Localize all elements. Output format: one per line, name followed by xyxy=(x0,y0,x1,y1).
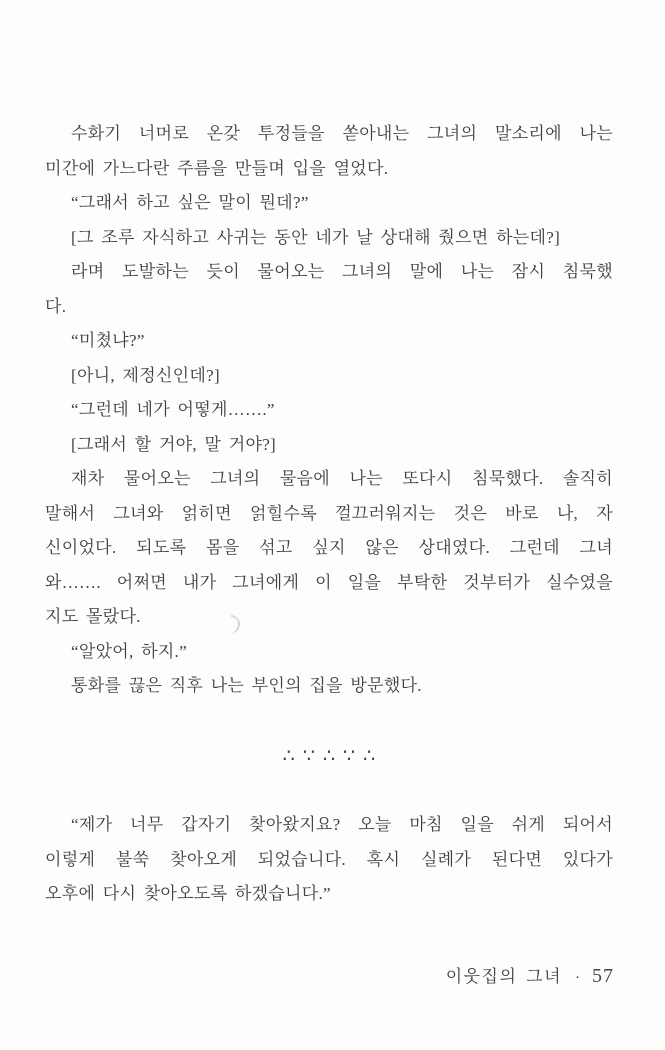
body-text xyxy=(45,117,613,912)
dots-symbol: ∴ xyxy=(322,745,336,767)
text-line: 재차 물어오는 그녀의 물음에 나는 또다시 침묵했다. 솔직히 xyxy=(71,469,613,488)
text-line: [그 조루 자식하고 사귀는 동안 네가 날 상대해 줬으면 하는데?] xyxy=(71,227,561,247)
text-line: “제가 너무 갑자기 찾아왔지요? 오늘 마침 일을 쉬게 되어서 xyxy=(71,815,613,834)
footer-page-number: 57 xyxy=(592,965,614,987)
text-line: 지도 몰랐다. xyxy=(45,607,141,626)
text-line: [그래서 할 거야, 말 거야?] xyxy=(71,434,277,454)
footer-separator: · xyxy=(575,970,580,986)
text-line: 오후에 다시 찾아오도록 하겠습니다.” xyxy=(45,884,331,903)
text-line: 이렇게 불쑥 찾아오게 되었습니다. 혹시 실례가 된다면 있다가 xyxy=(45,849,613,869)
text-line: 수화기 너머로 온갖 투정들을 쏟아내는 그녀의 말소리에 나는 xyxy=(71,124,613,143)
text-line: 미간에 가느다란 주름을 만들며 입을 열었다. xyxy=(45,158,389,178)
text-line: 다. xyxy=(45,296,67,316)
text-line: 통화를 끊은 직후 나는 부인의 집을 방문했다. xyxy=(71,676,422,695)
text-line: “그래서 하고 싶은 말이 뭔데?” xyxy=(71,193,309,212)
dots-symbol: ∵ xyxy=(343,745,356,767)
text-line: “알았어, 하지.” xyxy=(71,641,187,661)
text-line: “그런데 네가 어떻게…….” xyxy=(71,400,275,419)
section-divider xyxy=(45,738,613,774)
text-line: “미쳤냐?” xyxy=(71,331,145,350)
text-line: [아니, 제정신인데?] xyxy=(71,365,220,385)
text-line: 말해서 그녀와 얽히면 얽힐수록 껄끄러워지는 것은 바로 나, 자 xyxy=(45,503,613,523)
footer-book-title: 이웃집의 그녀 xyxy=(445,967,562,986)
blank-line xyxy=(45,704,613,739)
dots-symbol: ∴ xyxy=(363,745,376,767)
text-line: 신이었다. 되도록 몸을 섞고 싶지 않은 상대였다. 그런데 그녀 xyxy=(45,538,613,557)
dots-symbol: ∵ xyxy=(302,745,315,767)
blank-line xyxy=(45,774,613,809)
text-line: 라며 도발하는 듯이 물어오는 그녀의 말에 나는 잠시 침묵했 xyxy=(71,262,613,281)
page-footer xyxy=(446,962,614,988)
text-line: 와……. 어쩌면 내가 그녀에게 이 일을 부탁한 것부터가 실수였을 xyxy=(45,572,613,592)
dots-symbol: ∴ xyxy=(282,745,295,767)
